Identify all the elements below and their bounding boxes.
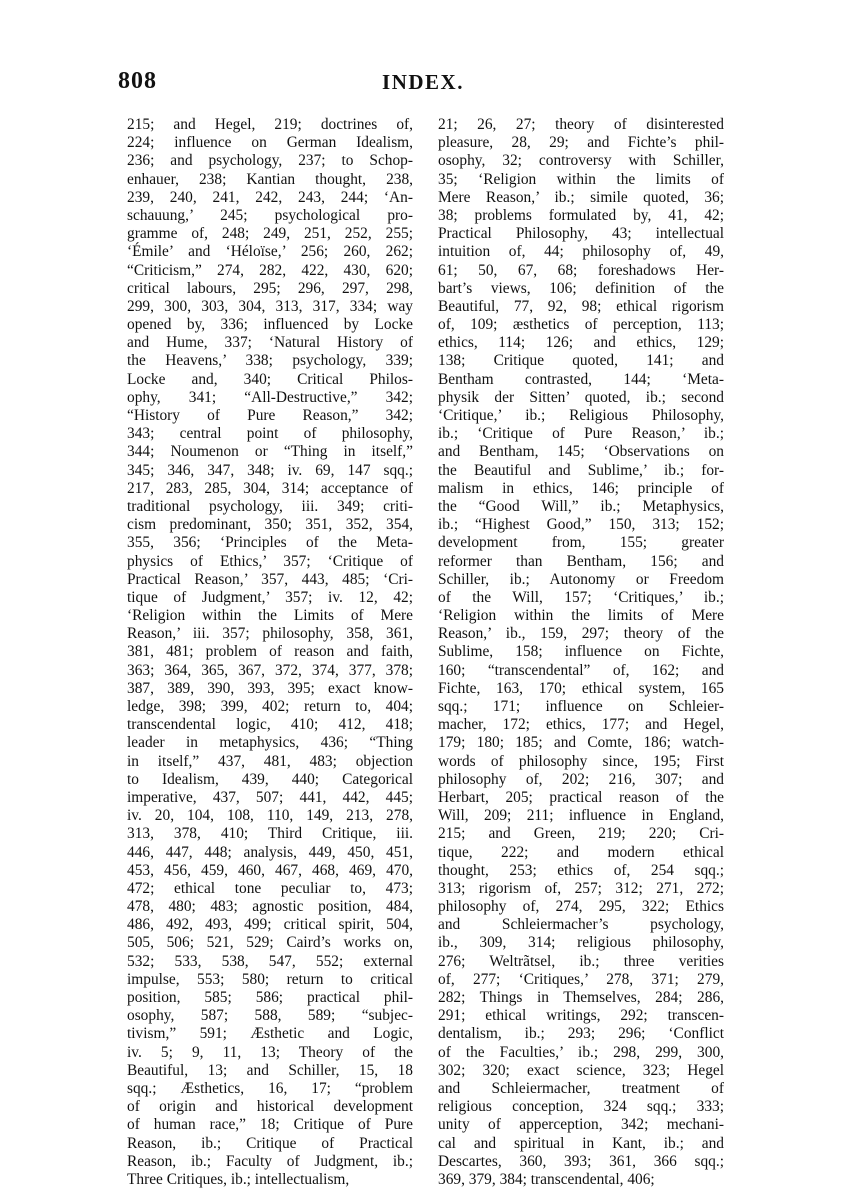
index-line: ib., 309, 314; religious philosophy,: [438, 934, 724, 952]
index-line: position, 585; 586; practical phil-: [127, 989, 413, 1006]
index-line: and Bentham, 145; ‘Observations on: [438, 443, 724, 461]
index-line: 381, 481; problem of reason and faith,: [127, 643, 413, 661]
index-line: 486, 492, 493, 499; critical spirit, 504,: [127, 916, 413, 934]
index-line: of, 109; æsthetics of perception, 113;: [438, 316, 724, 334]
running-head: INDEX.: [382, 70, 464, 94]
index-line: 21; 26, 27; theory of disinterested: [438, 116, 724, 133]
index-line: 215; and Hegel, 219; doctrines of,: [127, 116, 413, 133]
index-line: in itself,” 437, 481, 483; objection: [127, 752, 413, 770]
page-number: 808: [118, 68, 157, 94]
index-line: 363; 364, 365, 367, 372, 374, 377, 378;: [127, 661, 413, 679]
index-line: 532; 533, 538, 547, 552; external: [127, 952, 413, 970]
index-line: “Criticism,” 274, 282, 422, 430, 620;: [127, 261, 413, 279]
index-line: and Schleiermacher’s psychology,: [438, 916, 724, 934]
index-line: the Heavens,’ 338; psychology, 339;: [127, 352, 413, 370]
index-line: 299, 300, 303, 304, 313, 317, 334; way: [127, 297, 413, 315]
index-line: philosophy of, 202; 216, 307; and: [438, 770, 724, 788]
index-line: Reason,’ iii. 357; philosophy, 358, 361,: [127, 625, 413, 643]
index-line: Schiller, ib.; Autonomy or Freedom: [438, 570, 724, 588]
index-line: Beautiful, 13; and Schiller, 15, 18: [127, 1061, 413, 1079]
index-line: 217, 283, 285, 304, 314; acceptance of: [127, 479, 413, 497]
index-line: ethics, 114; 126; and ethics, 129;: [438, 334, 724, 352]
index-line: 313, 378, 410; Third Critique, iii.: [127, 825, 413, 843]
index-line: Herbart, 205; practical reason of the: [438, 788, 724, 806]
index-line: Reason, ib.; Faculty of Judgment, ib.;: [127, 1152, 413, 1170]
index-line: intuition of, 44; philosophy of, 49,: [438, 243, 724, 261]
index-line: cal and spiritual in Kant, ib.; and: [438, 1134, 724, 1152]
index-line: Beautiful, 77, 92, 98; ethical rigorism: [438, 297, 724, 315]
index-line: religious conception, 324 sqq.; 333;: [438, 1098, 724, 1116]
index-line: and Schleiermacher, treatment of: [438, 1079, 724, 1097]
index-line: tique of Judgment,’ 357; iv. 12, 42;: [127, 588, 413, 606]
index-line: 138; Critique quoted, 141; and: [438, 352, 724, 370]
index-line: ophy, 341; “All-Destructive,” 342;: [127, 388, 413, 406]
index-line: Descartes, 360, 393; 361, 366 sqq.;: [438, 1152, 724, 1170]
index-column-left: [127, 116, 413, 1189]
index-line: ib.; ‘Critique of Pure Reason,’ ib.;: [438, 425, 724, 443]
index-line: osophy, 587; 588, 589; “subjec-: [127, 1007, 413, 1025]
index-line: enhauer, 238; Kantian thought, 238,: [127, 170, 413, 188]
index-line: Locke and, 340; Critical Philos-: [127, 370, 413, 388]
index-line: 35; ‘Religion within the limits of: [438, 170, 724, 188]
index-line: malism in ethics, 146; principle of: [438, 479, 724, 497]
index-line: 387, 389, 390, 393, 395; exact know-: [127, 679, 413, 697]
index-line: pleasure, 28, 29; and Fichte’s phil-: [438, 134, 724, 152]
index-line: tique, 222; and modern ethical: [438, 843, 724, 861]
index-line: Bentham contrasted, 144; ‘Meta-: [438, 370, 724, 388]
index-line: 446, 447, 448; analysis, 449, 450, 451,: [127, 843, 413, 861]
index-line: thought, 253; ethics of, 254 sqq.;: [438, 861, 724, 879]
index-line: opened by, 336; influenced by Locke: [127, 316, 413, 334]
index-line: ‘Émile’ and ‘Héloïse,’ 256; 260, 262;: [127, 243, 413, 261]
index-line: sqq.; 171; influence on Schleier-: [438, 698, 724, 715]
index-line: “History of Pure Reason,” 342;: [127, 407, 413, 424]
index-line: macher, 172; ethics, 177; and Hegel,: [438, 716, 724, 734]
index-line: philosophy of, 274, 295, 322; Ethics: [438, 898, 724, 916]
index-line: 478, 480; 483; agnostic position, 484,: [127, 898, 413, 916]
index-line: words of philosophy since, 195; First: [438, 752, 724, 770]
index-line: 276; Weltrãtsel, ib.; three verities: [438, 952, 724, 970]
index-line: of, 277; ‘Critiques,’ 278, 371; 279,: [438, 970, 724, 988]
index-line: ‘Critique,’ ib.; Religious Philosophy,: [438, 407, 724, 424]
index-line: Practical Reason,’ 357, 443, 485; ‘Cri-: [127, 570, 413, 588]
index-line: of origin and historical development: [127, 1098, 413, 1116]
index-line: cism predominant, 350; 351, 352, 354,: [127, 516, 413, 534]
index-line: Practical Philosophy, 43; intellectual: [438, 225, 724, 243]
index-line: Three Critiques, ib.; intellectualism,: [127, 1170, 350, 1188]
index-line: the Beautiful and Sublime,’ ib.; for-: [438, 461, 724, 479]
index-line: 343; central point of philosophy,: [127, 425, 413, 443]
index-line: 215; and Green, 219; 220; Cri-: [438, 825, 724, 843]
index-line: ib.; “Highest Good,” 150, 313; 152;: [438, 516, 724, 534]
index-line: 345; 346, 347, 348; iv. 69, 147 sqq.;: [127, 461, 413, 479]
index-line: leader in metaphysics, 436; “Thing: [127, 734, 413, 752]
index-line: the “Good Will,” ib.; Metaphysics,: [438, 497, 724, 515]
index-line: traditional psychology, iii. 349; criti-: [127, 497, 413, 515]
index-line: reformer than Bentham, 156; and: [438, 552, 724, 570]
index-line: Fichte, 163, 170; ethical system, 165: [438, 679, 724, 697]
index-line: Sublime, 158; influence on Fichte,: [438, 643, 724, 661]
index-line: of the Will, 157; ‘Critiques,’ ib.;: [438, 588, 724, 606]
index-line: iv. 5; 9, 11, 13; Theory of the: [127, 1043, 413, 1061]
index-line: ‘Religion within the limits of Mere: [438, 607, 724, 625]
index-line: Reason, ib.; Critique of Practical: [127, 1134, 413, 1152]
index-line: 179; 180; 185; and Comte, 186; watch-: [438, 734, 724, 752]
index-column-right: [438, 116, 724, 1189]
index-line: Reason,’ ib., 159, 297; theory of the: [438, 625, 724, 643]
index-line: iv. 20, 104, 108, 110, 149, 213, 278,: [127, 807, 413, 825]
index-line: 453, 456, 459, 460, 467, 468, 469, 470,: [127, 861, 413, 879]
index-line: ledge, 398; 399, 402; return to, 404;: [127, 698, 413, 715]
index-line: critical labours, 295; 296, 297, 298,: [127, 279, 413, 297]
index-line: ‘Religion within the Limits of Mere: [127, 607, 413, 625]
index-line: 291; ethical writings, 292; transcen-: [438, 1007, 724, 1025]
index-line: schauung,’ 245; psychological pro-: [127, 206, 413, 224]
index-line: Mere Reason,’ ib.; simile quoted, 36;: [438, 188, 724, 206]
index-line: 369, 379, 384; transcendental, 406;: [438, 1170, 655, 1188]
index-line: 472; ethical tone peculiar to, 473;: [127, 879, 413, 897]
index-line: 505, 506; 521, 529; Caird’s works on,: [127, 934, 413, 952]
index-line: transcendental logic, 410; 412, 418;: [127, 716, 413, 734]
index-line: 282; Things in Themselves, 284; 286,: [438, 989, 724, 1006]
index-line: 344; Noumenon or “Thing in itself,”: [127, 443, 413, 461]
index-line: bart’s views, 106; definition of the: [438, 279, 724, 297]
index-line: 239, 240, 241, 242, 243, 244; ‘An-: [127, 188, 413, 206]
index-line: 160; “transcendental” of, 162; and: [438, 661, 724, 679]
index-line: 61; 50, 67, 68; foreshadows Her-: [438, 261, 724, 279]
index-line: 355, 356; ‘Principles of the Meta-: [127, 534, 413, 552]
index-line: unity of apperception, 342; mechani-: [438, 1116, 724, 1134]
index-line: dentalism, ib.; 293; 296; ‘Conflict: [438, 1025, 724, 1043]
index-line: 313; rigorism of, 257; 312; 271, 272;: [438, 879, 724, 897]
index-line: 224; influence on German Idealism,: [127, 134, 413, 152]
index-line: to Idealism, 439, 440; Categorical: [127, 770, 413, 788]
index-line: 38; problems formulated by, 41, 42;: [438, 206, 724, 224]
index-line: physik der Sitten’ quoted, ib.; second: [438, 388, 724, 406]
index-line: osophy, 32; controversy with Schiller,: [438, 152, 724, 170]
index-line: impulse, 553; 580; return to critical: [127, 970, 413, 988]
index-line: 302; 320; exact science, 323; Hegel: [438, 1061, 724, 1079]
index-line: imperative, 437, 507; 441, 442, 445;: [127, 788, 413, 806]
index-line: sqq.; Æsthetics, 16, 17; “problem: [127, 1079, 413, 1097]
index-line: and Hume, 337; ‘Natural History of: [127, 334, 413, 352]
index-line: development from, 155; greater: [438, 534, 724, 552]
page-header: [118, 68, 728, 98]
index-line: physics of Ethics,’ 357; ‘Critique of: [127, 552, 413, 570]
index-line: of human race,” 18; Critique of Pure: [127, 1116, 413, 1134]
index-line: tivism,” 591; Æsthetic and Logic,: [127, 1025, 413, 1043]
index-line: Will, 209; 211; influence in England,: [438, 807, 724, 825]
index-line: 236; and psychology, 237; to Schop-: [127, 152, 413, 170]
index-line: of the Faculties,’ ib.; 298, 299, 300,: [438, 1043, 724, 1061]
index-line: gramme of, 248; 249, 251, 252, 255;: [127, 225, 413, 243]
